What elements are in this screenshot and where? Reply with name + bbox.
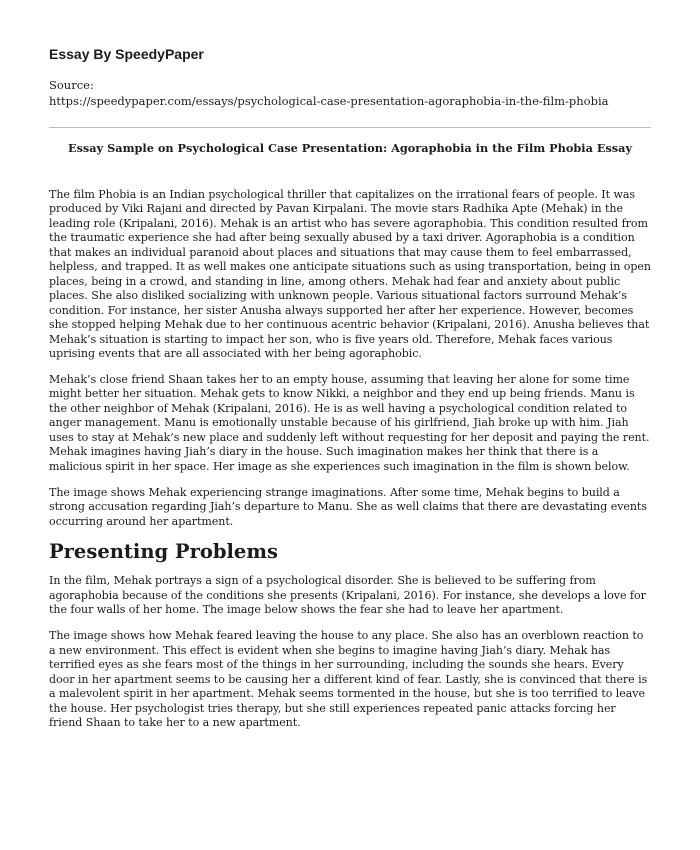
paragraph: Mehak’s close friend Shaan takes her to an empty house, assuming that leaving her alone for some time might better her situation. Mehak gets to know Nikki, a neighbor and they end up being friends. Manu is the other neighbor of Mehak (Kripalani, 2016). He is as well having a psychological condition related to anger management. Manu is emotionally unstable because of his girlfriend, Jiah broke up with him. Jiah uses to stay at Mehak’s new place and suddenly left without requesting for her deposit and paying the rent. Mehak imagines having Jiah’s diary in the house. Such imagination makes her think that there is a malicious spirit in her space. Her image as she experiences such imagination in the film is shown below.	[49, 372, 650, 473]
paragraph: The image shows how Mehak feared leaving the house to any place. She also has an overblown reaction to a new environment. This effect is evident when she begins to imagine having Jiah’s diary. Mehak has terrified eyes as she fears most of the things in her surrounding, including the sounds she hears. Every door in her apartment seems to be causing her a different kind of fear. Lastly, she is convinced that there is a malevolent spirit in her apartment. Mehak seems tormented in the house, but she is too terrified to leave the house. Her psychologist tries therapy, but she still experiences repeated panic attacks forcing her friend Shaan to take her to a new apartment.	[49, 629, 648, 730]
paragraph: The image shows Mehak experiencing strange imaginations. After some time, Mehak begins to build a strong accusation regarding Jiah’s departure to Manu. She as well claims that there are devastating events occurring around her apartment.	[49, 485, 647, 528]
paragraph: The film Phobia is an Indian psychological thriller that capitalizes on the irrational fears of people. It was produced by Viki Rajani and directed by Pavan Kirpalani. The movie stars Radhika Apte (Mehak) in the leading role (Kripalani, 2016). Mehak is an artist who has severe agoraphobia. This condition resulted from the traumatic experience she had after being sexually abused by a taxi driver. Agoraphobia is a condition that makes an individual paranoid about places and situations that may cause them to feel embarrassed, helpless, and trapped. It as well makes one anticipate situations such as using transportation, being in open places, being in a crowd, and standing in line, among others. Mehak had fear and anxiety about public places. She also disliked socializing with unknown people. Various situational factors surround Mehak’s condition. For instance, her sister Anusha always supported her after her experience. However, becomes she stopped helping Mehak due to her continuous acentric behavior (Kripalani, 2016). Anusha believes that Mehak’s situation is starting to impact her son, who is five years old. Therefore, Mehak faces various uprising events that are all associated with her being agoraphobic.	[49, 188, 651, 360]
essay-body	[49, 188, 651, 731]
section-heading: Presenting Problems	[49, 540, 278, 564]
source-label: Source:	[49, 78, 94, 92]
source-link[interactable]: https://speedypaper.com/essays/psychological-case-presentation-agoraphobia-in-the-film-phobia	[49, 94, 609, 108]
paragraph: In the film, Mehak portrays a sign of a psychological disorder. She is believed to be suffering from agoraphobia because of the conditions she presents (Kripalani, 2016). For instance, she develops a love for the four walls of her home. The image below shows the fear she had to leave her apartment.	[49, 574, 646, 617]
source-block	[49, 77, 651, 109]
header-divider	[49, 127, 651, 128]
brand-title: Essay By SpeedyPaper	[49, 46, 204, 62]
essay-title: Essay Sample on Psychological Case Presentation: Agoraphobia in the Film Phobia Essay	[67, 141, 633, 155]
